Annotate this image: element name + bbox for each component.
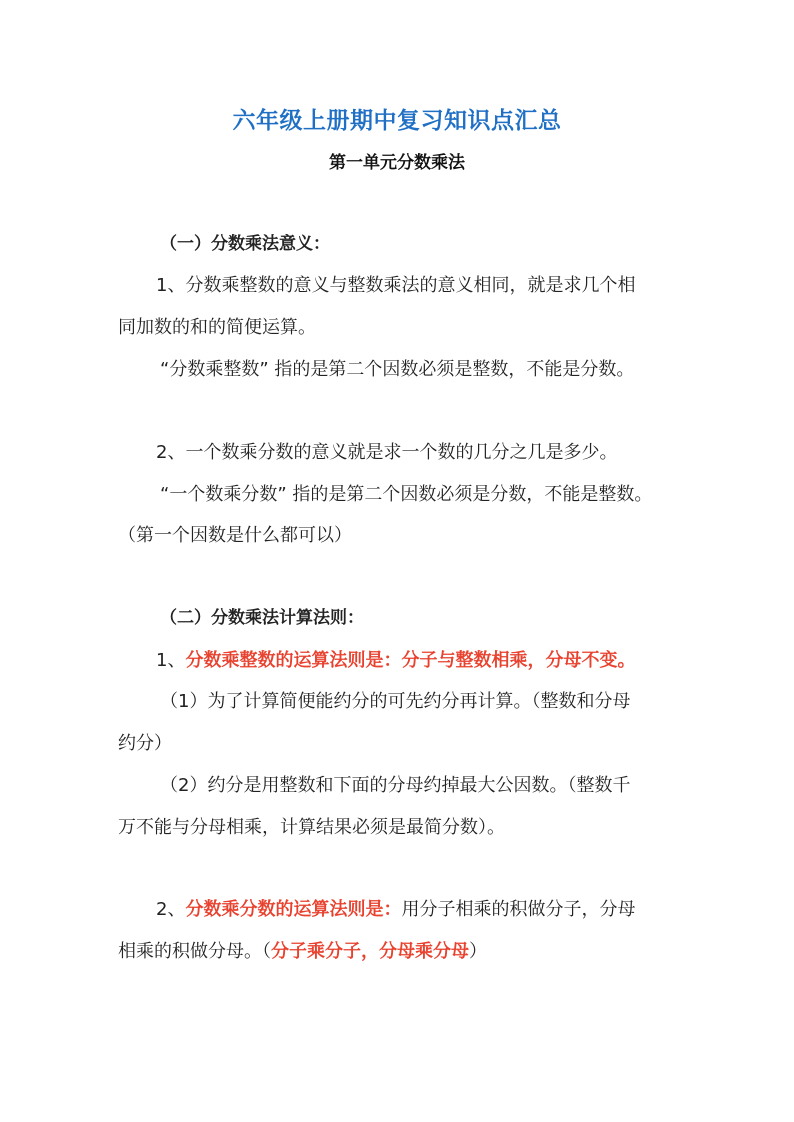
meaning-note-1: “分数乘整数” 指的是第二个因数必须是整数，不能是分数。 [160, 359, 635, 380]
rule-2-close-paren: ） [469, 941, 487, 962]
rule-2-emphasis: 分数乘分数的运算法则是： [185, 899, 402, 920]
unit-subtitle: 第一单元分数乘法 [329, 153, 465, 173]
rule-1-emphasis: 分数乘整数的运算法则是：分子与整数相乘，分母不变。 [185, 650, 636, 671]
rule-1-sub-1-line-2: 约分） [118, 733, 172, 754]
meaning-paragraph-1-line-1: 1、分数乘整数的意义与整数乘法的意义相同，就是求几个相 [156, 275, 636, 296]
rule-1-sub-1-line-1: （1）为了计算简便能约分的可先约分再计算。（整数和分母 [160, 691, 631, 712]
section-heading-rules: （二）分数乘法计算法则： [160, 608, 364, 628]
rule-1-sub-2-line-1: （2）约分是用整数和下面的分母约掉最大公因数。（整数千 [160, 775, 631, 796]
meaning-paragraph-1-line-2: 同加数的和的简便运算。 [118, 317, 316, 338]
meaning-note-2: “一个数乘分数” 指的是第二个因数必须是分数，不能是整数。 [160, 484, 653, 505]
page-title: 六年级上册期中复习知识点汇总 [232, 108, 562, 134]
rule-2-summary: 分子乘分子，分母乘分母 [271, 941, 469, 962]
rule-1-sub-2-line-2: 万不能与分母相乘，计算结果必须是最简分数）。 [118, 817, 505, 838]
rule-2-line-2 [118, 940, 718, 964]
meaning-paragraph-2-line-1: 2、一个数乘分数的意义就是求一个数的几分之几是多少。 [156, 442, 618, 463]
rule-2-number: 2、 [156, 899, 186, 920]
rule-1-number: 1、 [156, 650, 186, 671]
rule-1 [156, 649, 756, 673]
rule-2-line-1 [156, 898, 756, 922]
section-heading-meaning: （一）分数乘法意义： [160, 234, 330, 254]
rule-2-text-2: 相乘的积做分母。（ [118, 941, 271, 962]
rule-2-text: 用分子相乘的积做分子，分母 [401, 899, 636, 920]
meaning-note-2-paren: （第一个因数是什么都可以） [118, 525, 352, 546]
